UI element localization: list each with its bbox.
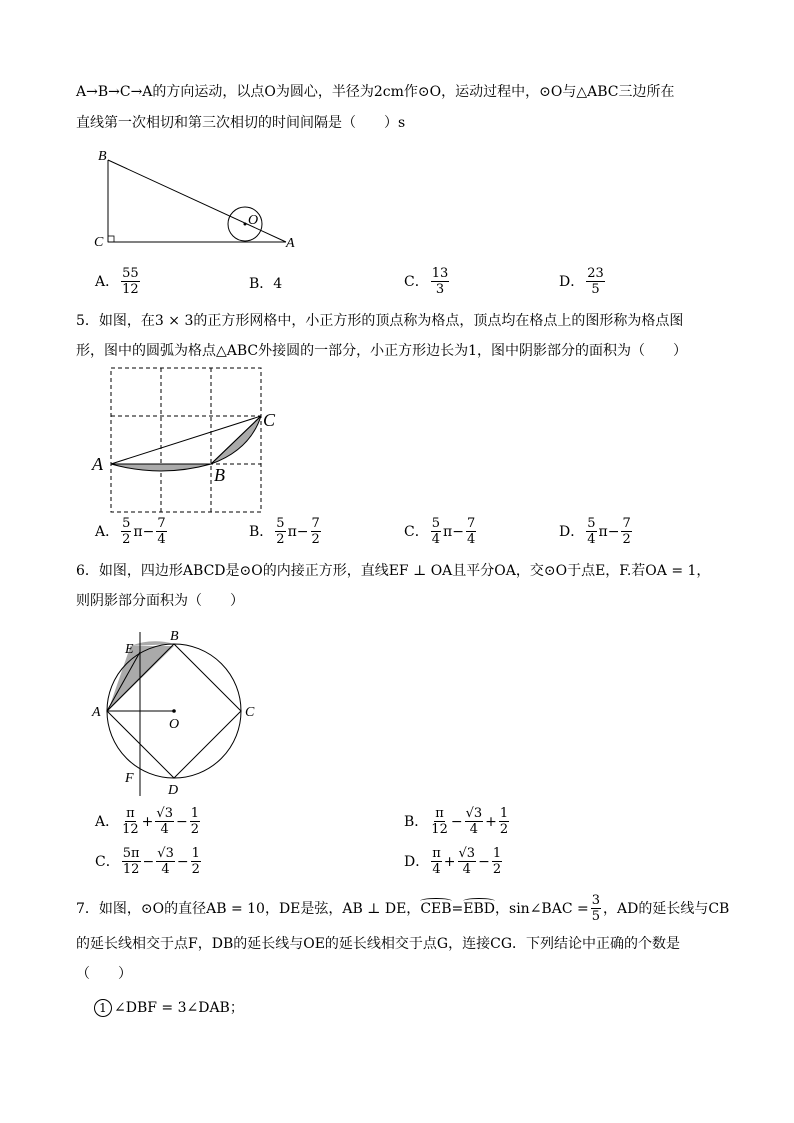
q6-option-a: A． $\frac{\pi}{12}$ + $\frac{√3}{4}$ − $\frac{1}{2}$ [95, 806, 199, 837]
q4-label-a: A [286, 236, 295, 251]
q6-label-d: D [168, 783, 179, 798]
q7-text-line1: 7．如图，⊙O的直径AB = 10，DE是弦，AB ⊥ DE， CEB = EBD ，sin∠BAC = $\frac{3}{5}$ ，AD的延长线与CB [76, 893, 730, 924]
q4-label-o: O [248, 213, 259, 228]
q5-text-line2: 形，图中的圆弧为格点△ABC外接圆的一部分，小正方形边长为1，图中阴影部分的面积为（ ） [76, 343, 688, 359]
q6-option-b: B． $\frac{\pi}{12}$ − $\frac{√3}{4}$ + $\frac{1}{2}$ [404, 806, 509, 837]
q5-option-a: A． $\frac{5}{2}$ π− $\frac{7}{4}$ [95, 516, 166, 547]
q7-statement-1: 1 ∠DBF = 3∠DAB； [94, 998, 244, 1018]
q7-statement-1-number: 1 [94, 999, 112, 1017]
q4-label-b: B [98, 149, 107, 164]
q6-option-d: D． $\frac{\pi}{4}$ + $\frac{√3}{4}$ − $\frac{1}{2}$ [404, 846, 502, 877]
q4-option-a: A． $\frac{55}{12}$ [95, 266, 139, 297]
q5-option-d: D． $\frac{5}{4}$ π− $\frac{7}{2}$ [559, 516, 631, 547]
q5-option-b: B． $\frac{5}{2}$ π− $\frac{7}{2}$ [249, 516, 320, 547]
q7-arc-ebd: EBD [463, 900, 496, 917]
q6-text-line2: 则阴影部分面积为（ ） [76, 593, 244, 609]
q6-option-c: C． $\frac{5\pi}{12}$ − $\frac{√3}{4}$ − $\frac{1}{2}$ [95, 846, 200, 877]
q4-text-line2: 直线第一次相切和第三次相切的时间间隔是（ ）s [76, 115, 406, 131]
q5-option-c: C． $\frac{5}{4}$ π− $\frac{7}{4}$ [404, 516, 476, 547]
q4-label-c: C [94, 235, 104, 250]
q4-triangle-figure [90, 146, 310, 256]
q6-label-a: A [92, 705, 101, 720]
q6-text-line1: 6．如图，四边形ABCD是⊙O的内接正方形，直线EF ⊥ OA且平分OA，交⊙O于点E，F.若OA = 1， [76, 563, 711, 579]
q5-label-b: B [214, 465, 225, 485]
q6-label-e: E [125, 642, 134, 657]
q5-label-a: A [92, 454, 103, 474]
q5-label-c: C [263, 410, 276, 430]
q5-grid-figure [90, 362, 290, 517]
q7-text-line2: 的延长线相交于点F，DB的延长线与OE的延长线相交于点G，连接CG．下列结论中正确的个数是 [76, 936, 681, 952]
q6-circle-figure [90, 624, 265, 799]
q5-text-line1: 5．如图，在3 × 3的正方形网格中，小正方形的顶点称为格点，顶点均在格点上的图形称为格点图 [76, 313, 684, 329]
q6-label-f: F [125, 771, 134, 786]
q4-option-b: B． 4 [249, 276, 283, 292]
q7-text-line3: （ ） [76, 966, 132, 982]
q4-option-c: C． $\frac{13}{3}$ [404, 266, 449, 297]
q7-arc-ceb: CEB [420, 900, 452, 917]
q6-label-o: O [169, 717, 180, 732]
q6-label-c: C [245, 705, 255, 720]
q4-text-line1: A→B→C→A的方向运动，以点O为圆心，半径为2cm作⊙O，运动过程中，⊙O与△ABC三边所在 [76, 84, 675, 100]
q6-label-b: B [170, 629, 179, 644]
q4-option-d: D． $\frac{23}{5}$ [559, 266, 604, 297]
